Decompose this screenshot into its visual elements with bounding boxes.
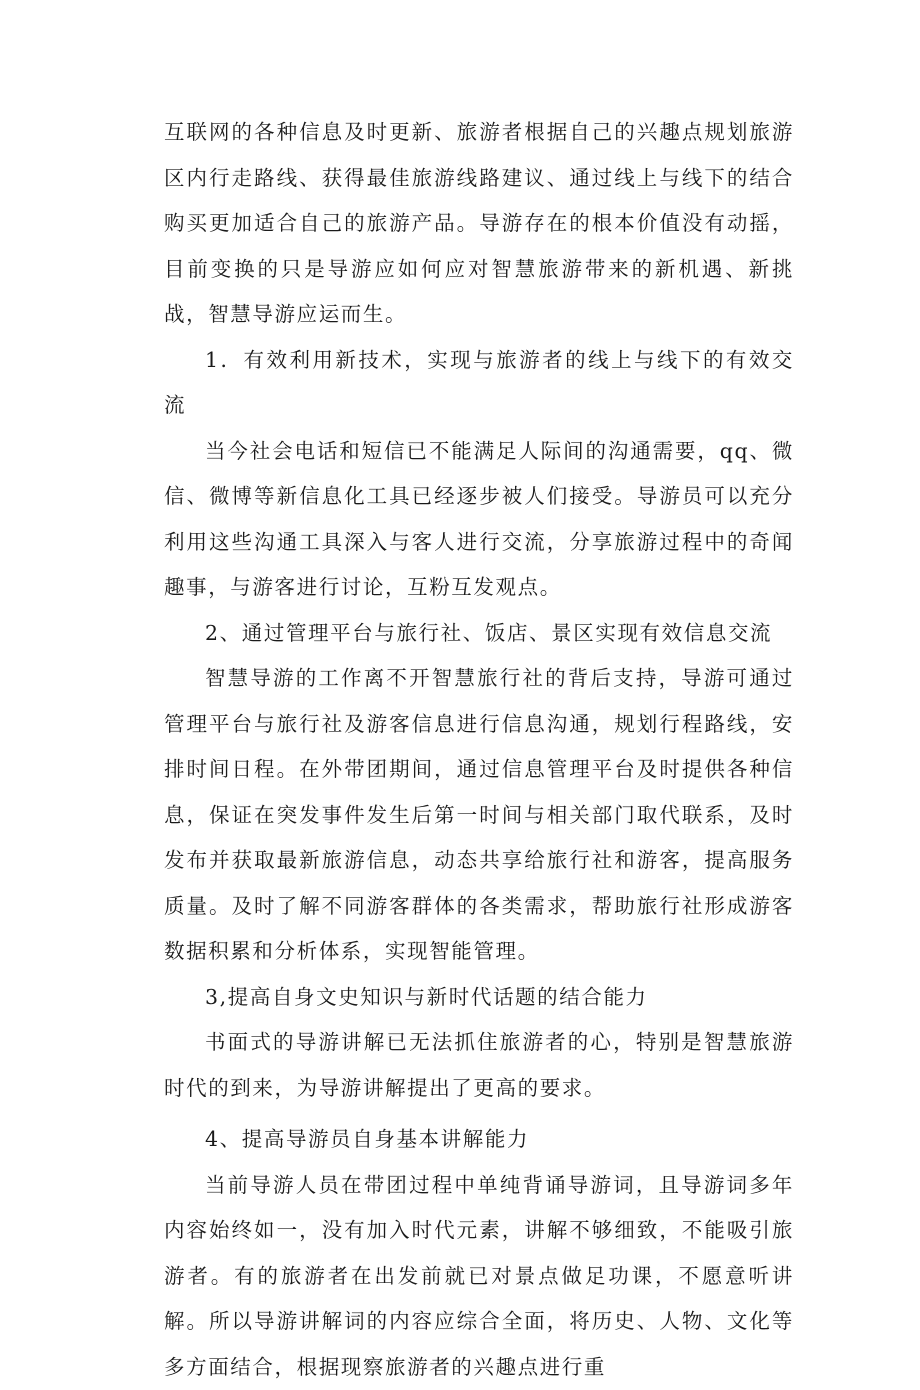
paragraph-section-3: 书面式的导游讲解已无法抓住旅游者的心，特别是智慧旅游时代的到来，为导游讲解提出了更高的要求。: [164, 1020, 794, 1111]
paragraph-section-4: 当前导游人员在带团过程中单纯背诵导游词，且导游词多年内容始终如一，没有加入时代元素，讲解不够细致，不能吸引旅游者。有的旅游者在出发前就已对景点做足功课，不愿意听讲解。所以导游讲解词的内容应综合全面，将历史、人物、文化等多方面结合，根据现察旅游者的兴趣点进行重: [164, 1163, 794, 1390]
paragraph-intro: 互联网的各种信息及时更新、旅游者根据自己的兴趣点规划旅游区内行走路线、获得最佳旅游线路建议、通过线上与线下的结合购买更加适合自己的旅游产品。导游存在的根本价值没有动摇，目前变换的只是导游应如何应对智慧旅游带来的新机遇、新挑战，智慧导游应运而生。: [164, 110, 794, 338]
section-heading-4: 4、提高导游员自身基本讲解能力: [164, 1117, 794, 1163]
section-heading-3: 3,提高自身文史知识与新时代话题的结合能力: [164, 975, 794, 1021]
section-heading-1: 1．有效利用新技术，实现与旅游者的线上与线下的有效交流: [164, 338, 794, 429]
document-body: [164, 110, 794, 1390]
paragraph-section-2: 智慧导游的工作离不开智慧旅行社的背后支持，导游可通过管理平台与旅行社及游客信息进行信息沟通，规划行程路线，安排时间日程。在外带团期间，通过信息管理平台及时提供各种信息，保证在突发事件发生后第一时间与相关部门取代联系，及时发布并获取最新旅游信息，动态共享给旅行社和游客，提高服务质量。及时了解不同游客群体的各类需求，帮助旅行社形成游客数据积累和分析体系，实现智能管理。: [164, 656, 794, 975]
paragraph-section-1: 当今社会电话和短信已不能满足人际间的沟通需要，qq、微信、微博等新信息化工具已经逐步被人们接受。导游员可以充分利用这些沟通工具深入与客人进行交流，分享旅游过程中的奇闻趣事，与游客进行讨论，互粉互发观点。: [164, 429, 794, 611]
section-heading-2: 2、通过管理平台与旅行社、饭店、景区实现有效信息交流: [164, 611, 794, 657]
